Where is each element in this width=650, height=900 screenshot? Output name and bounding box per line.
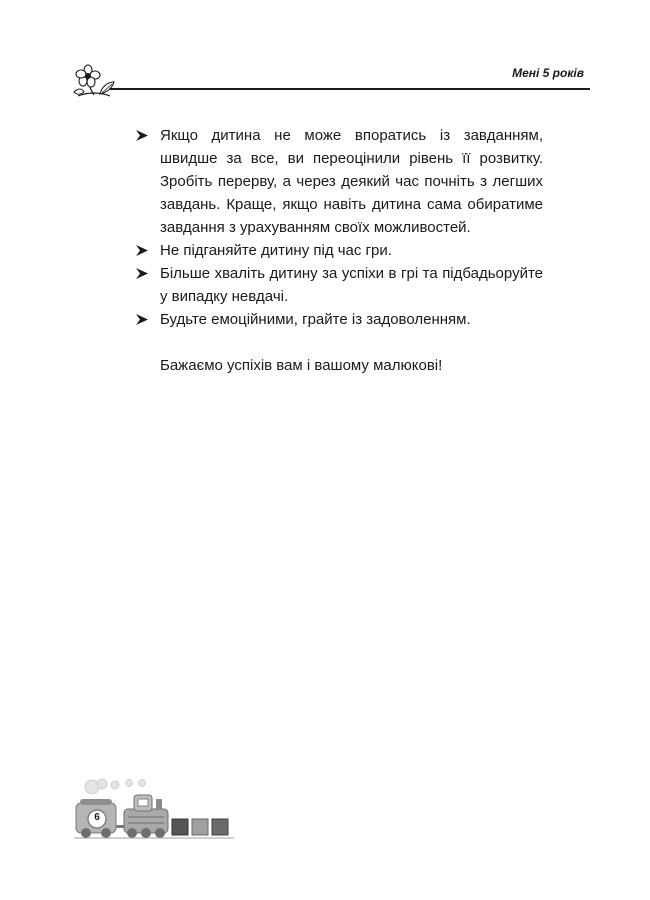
list-item <box>135 262 543 308</box>
closing-wish: Бажаємо успіхів вам і вашому малюкові! <box>160 357 443 374</box>
list-item <box>135 308 543 331</box>
list-item-text: Більше хваліть дитину за успіхи в грі та підбадьоруйте у випадку невдачі. <box>160 265 543 305</box>
arrowhead-bullet-icon <box>135 267 149 280</box>
list-item-text: Будьте емоційними, грайте із задоволенням. <box>160 311 471 328</box>
arrowhead-bullet-icon <box>135 129 149 142</box>
page-number: 6 <box>94 812 100 823</box>
advice-list <box>135 124 543 331</box>
list-item-text: Якщо дитина не може впоратись із завданням, швидше за все, ви переоцінили рівень її розвитку. Зробіть перерву, а через деякий час почніть з легших завдань. Краще, якщо навіть дитина сама обиратиме завдання з урахуванням своїх можливостей. <box>160 127 543 236</box>
page-footer <box>72 775 242 845</box>
flower-ornament-icon <box>70 62 126 100</box>
list-item <box>135 239 543 262</box>
running-title: Мені 5 років <box>512 66 584 80</box>
arrowhead-bullet-icon <box>135 313 149 326</box>
page-content <box>135 124 543 377</box>
toy-train-icon <box>72 775 242 845</box>
arrowhead-bullet-icon <box>135 244 149 257</box>
list-item <box>135 124 543 239</box>
page-header <box>70 60 590 100</box>
header-rule <box>110 88 590 90</box>
list-item-text: Не підганяйте дитину під час гри. <box>160 242 392 259</box>
